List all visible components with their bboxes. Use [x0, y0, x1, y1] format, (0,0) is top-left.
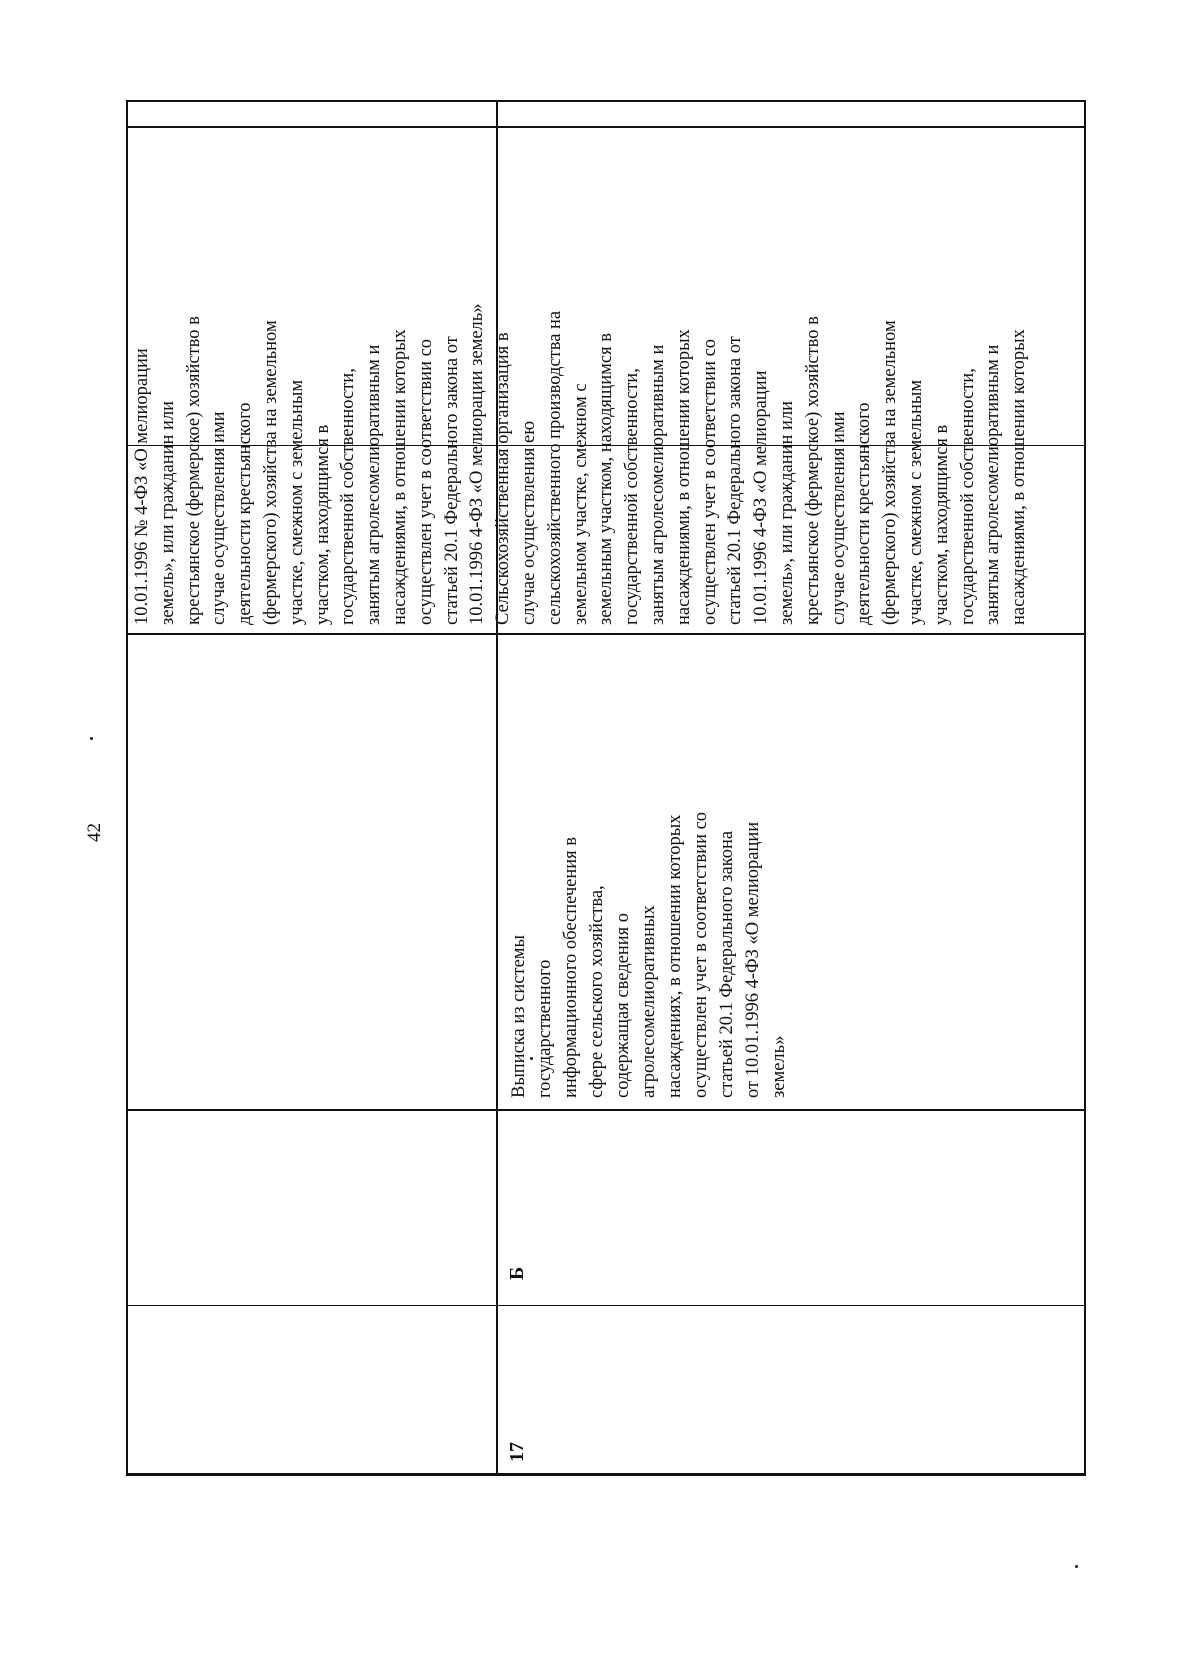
- table-border-left: [126, 633, 1086, 635]
- table-border-bottom: [1084, 100, 1086, 635]
- row-letter: Б: [506, 1266, 528, 1280]
- page-number: 42: [84, 823, 105, 842]
- column-separator: [126, 1473, 1086, 1475]
- applicants-text: 10.01.1996 № 4-ФЗ «О мелиорации земель», или гражданин или крестьянское (фермерское) хозяйство в случае осуществления ими деятельности крестьянского (фермерского) хозяйства на земельном участке, смежном с земельным участком, находящимся в государственной собственности, занятым агролесомелиоративным и насаждениями, в отношении которых осуществлен учет в соответствии со статьей 20.1 Федерального закона от 10.01.1996 4-ФЗ «О мелиорации земель» Сельскохозяйственная организация в случае осуществления ею сельскохозяйственного производства на земельном участке, смежном с земельным участком, находящимся в государственной собственности, занятым агролесомелиоративным и насаждениями, в отношении которых осуществлен учет в соответствии со статьей 20.1 Федерального закона от 10.01.1996 4-ФЗ «О мелиорации земель», или гражданин или крестьянское (фермерское) хозяйство в случае осуществления ими деятельности крестьянского (фермерского) хозяйства на земельном участке, смежном с земельным участком, находящимся в государственной собственности, занятым агролесомелиоративным и насаждениями, в отношении которых: [132, 303, 1030, 625]
- table-border-right: [126, 100, 1086, 102]
- row-number: 17: [506, 1442, 528, 1462]
- table-border-top: [126, 100, 128, 635]
- column-separator: [126, 1305, 1086, 1306]
- applicants-table: [126, 100, 1086, 635]
- document-cell: Выписка из системы государственного информационного обеспечения в сфере сельского хозяйства, содержащая сведения о агролесомелиоративных насаждениях, в отношении которых осуществлен учет в соответствии со статьей 20.1 Федерального закона от 10.01.1996 4-ФЗ «О мелиорации земель»: [509, 811, 789, 1098]
- column-separator: [126, 1109, 1086, 1111]
- scan-speck: [90, 737, 93, 740]
- scan-speck: [1075, 1565, 1078, 1568]
